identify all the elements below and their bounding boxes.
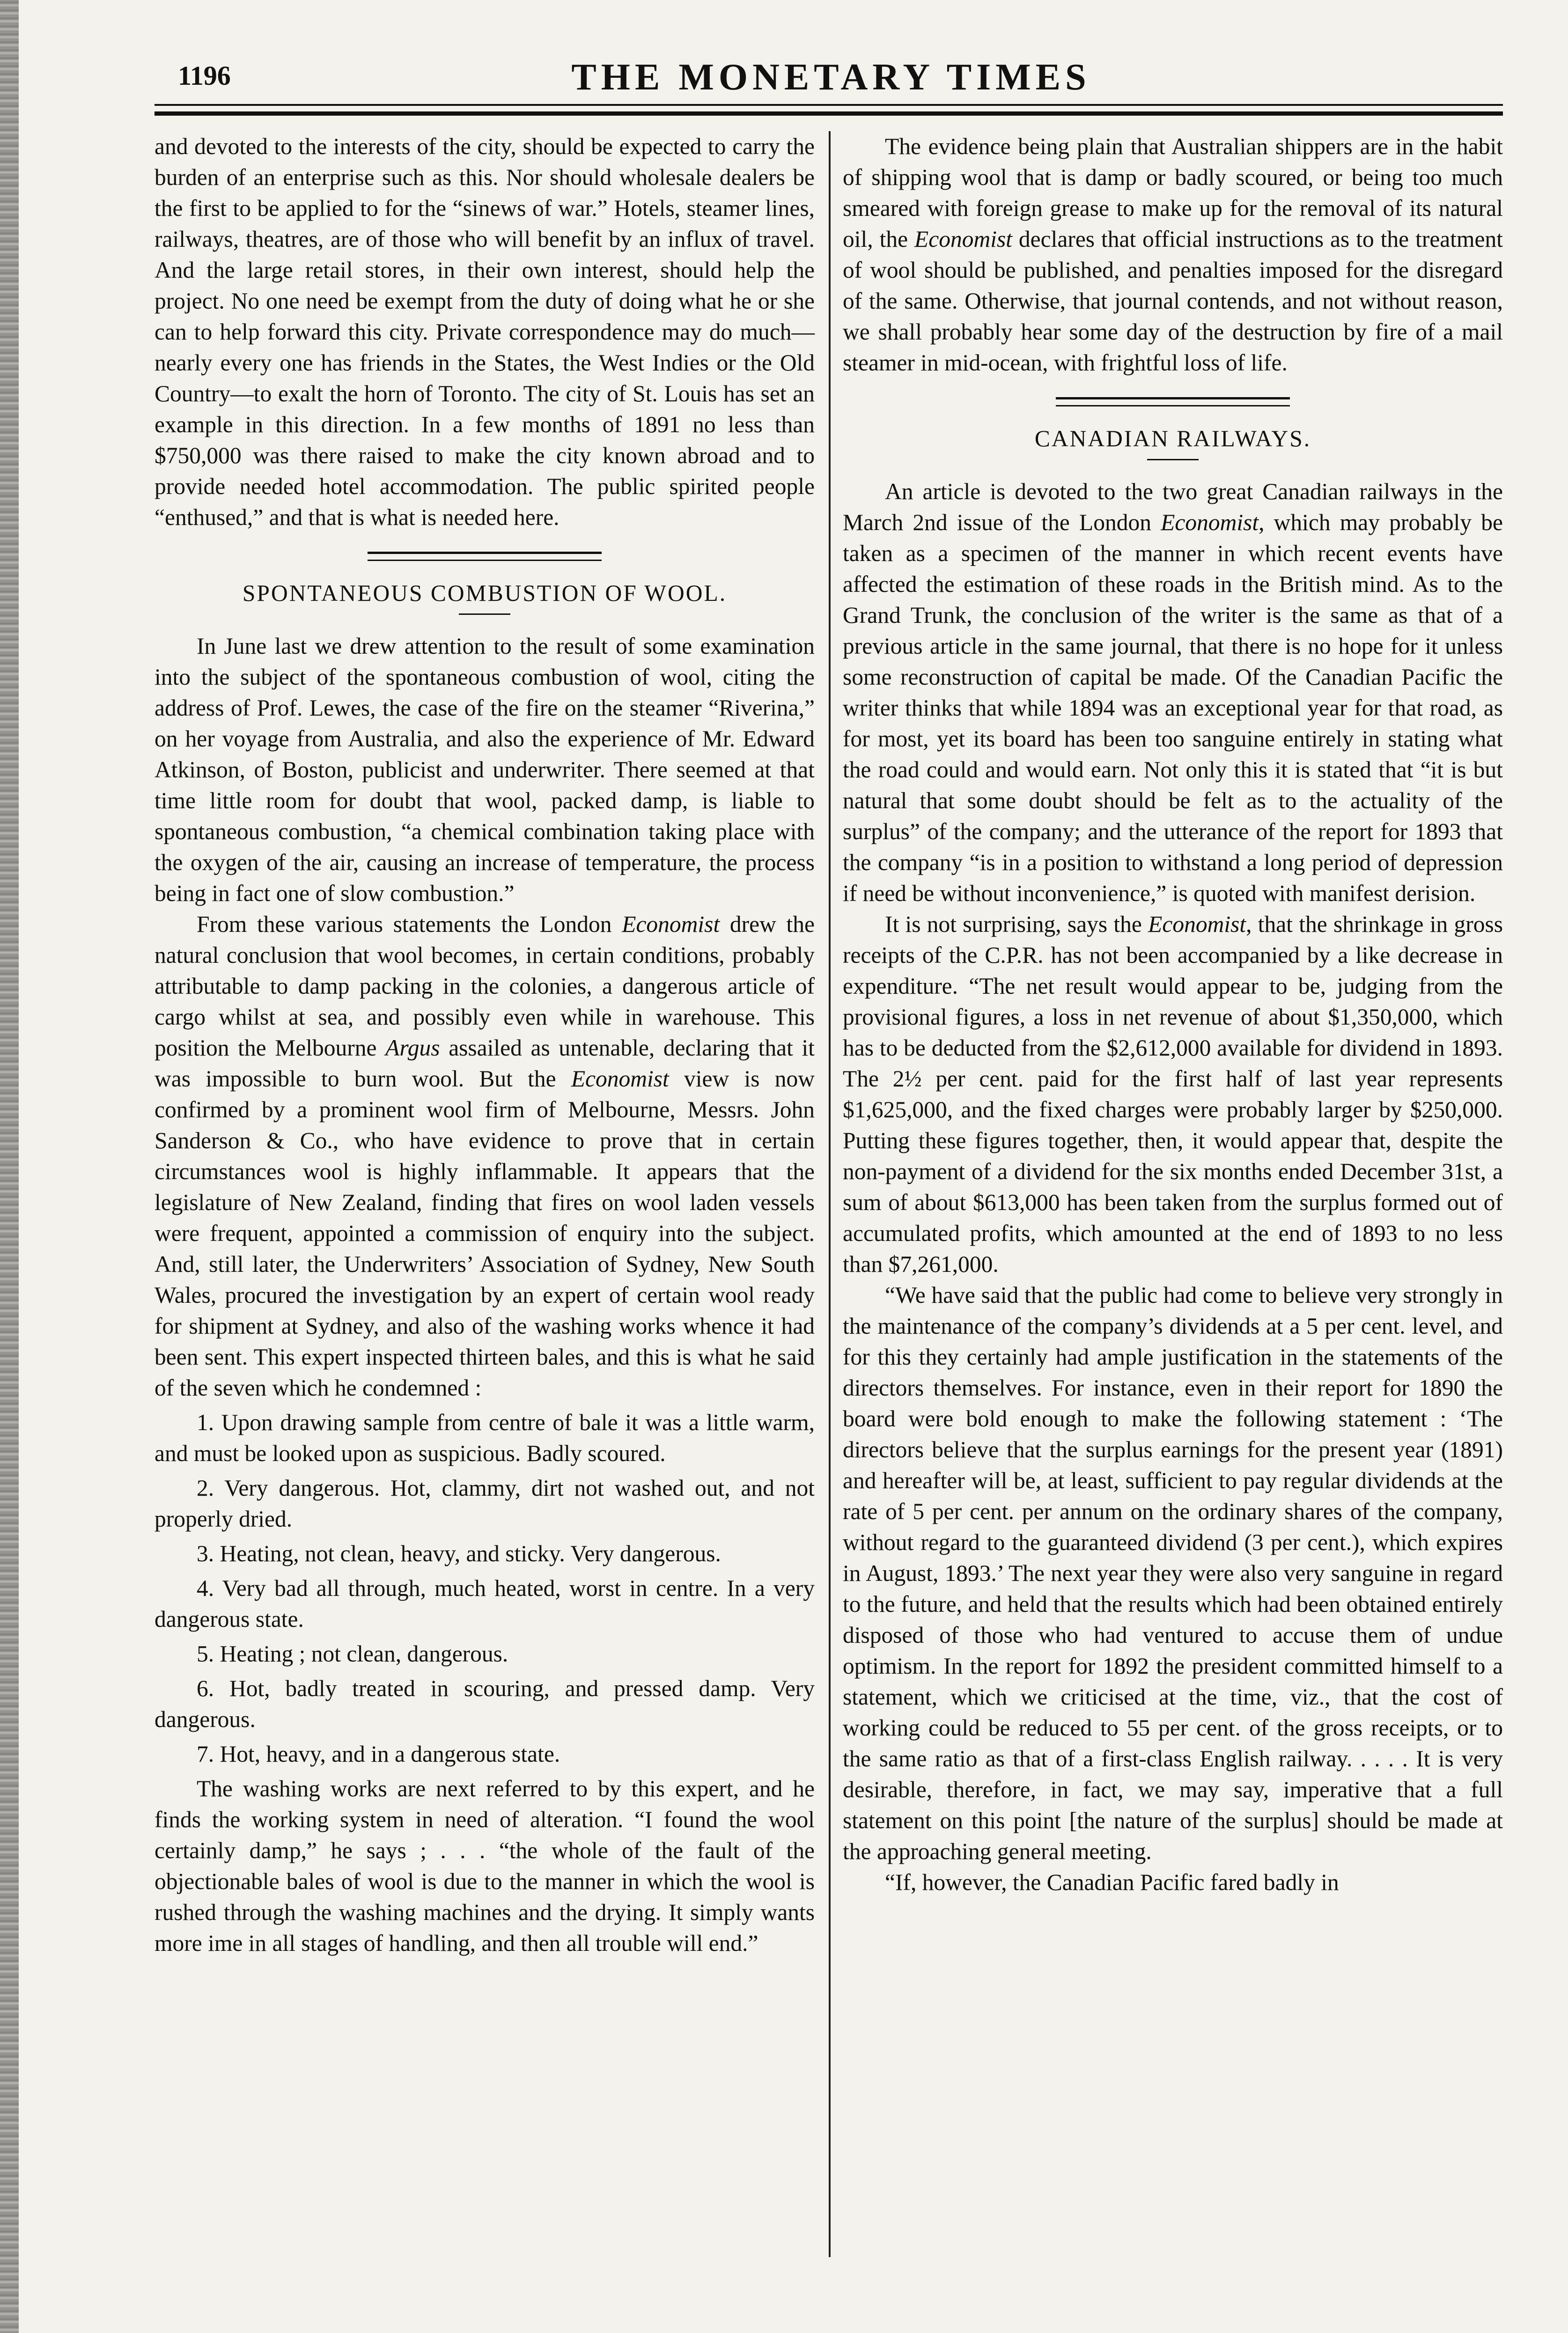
section-separator bbox=[368, 552, 602, 561]
railways-paragraph-3: “We have said that the public had come to believe very strongly in the maintenance of the company’s dividends at a 5 per cent. level, and for this they certainly had ample justification in the statements of the directors themselves. For instance, even in their report for 1890 the board were bold enough to make the following statement : ‘The directors believe that the surplus earnings for the present year (1891) and hereafter will be, at least, sufficient to pay regular dividends at the rate of 5 per cent. per annum on the ordinary shares of the company, without regard to the guaranteed dividend (3 per cent.), which expires in August, 1893.’ The next year they were also very sanguine in regard to the future, and held that the results which had been obtained entirely disposed of those who had ventured to accuse them of undue optimism. In the report for 1892 the president committed himself to a statement, which we criticised at the time, viz., that the cost of working could be reduced to 55 per cent. of the gross receipts, or to the same ratio as that of a first-class English railway. . . . . It is very desirable, therefore, in fact, we may say, imperative that a full statement on this point [the nature of the surplus] should be made at the approaching general meeting. bbox=[843, 1282, 1503, 1864]
list-item: 3. Heating, not clean, heavy, and sticky. Very dangerous. bbox=[197, 1541, 721, 1566]
heading-rule bbox=[459, 613, 510, 615]
section-separator bbox=[1056, 397, 1290, 406]
header-rule-thick bbox=[155, 111, 1503, 116]
heading-rule bbox=[1147, 459, 1199, 460]
wool-paragraph-2: From these various statements the London Economist drew the natural conclusion that wool becomes, in certain conditions, probably attributable to damp packing in the colonies, a dangerous article of cargo whilst at sea, and possibly even while in warehouse. This position the Melbourne Argus assailed as untenable, declaring that it was impossible to burn wool. But the Economist view is now confirmed by a prominent wool firm of Melbourne, Messrs. John Sanderson & Co., who have evidence to prove that in certain circumstances wool is highly inflammable. It appears that the legislature of New Zealand, finding that fires on wool laden vessels were frequent, appointed a commission of enquiry into the subject. And, still later, the Underwriters’ Association of Sydney, New South Wales, procured the investigation by an expert of certain wool ready for shipment at Sydney, and also of the washing works whence it had been sent. This expert inspected thirteen bales, and this is what he said of the seven which he condemned : bbox=[155, 911, 815, 1401]
masthead: THE MONETARY TIMES bbox=[571, 57, 1091, 98]
railways-paragraph-1: An article is devoted to the two great Canadian railways in the March 2nd issue of the London Economist, which may probably be taken as a specimen of the manner in which recent events have affected the estimation of these roads in the British mind. As to the Grand Trunk, the conclusion of the writer is the same as that of a previous article in the same journal, that there is no hope for it unless some reconstruction of capital be made. Of the Canadian Pacific the writer thinks that while 1894 was an exceptional year for that road, as for most, yet its board has been too sanguine entirely in stating what the road could and would earn. Not only this it is stated that “it is but natural that some doubt should be felt as to the actuality of the surplus” of the company; and the utterance of the report for 1893 that the company “is in a position to withstand a long period of depression if need be without inconvenience,” is quoted with manifest derision. bbox=[843, 479, 1503, 906]
railways-paragraph-4: “If, however, the Canadian Pacific fared badly in bbox=[885, 1869, 1339, 1895]
left-column bbox=[155, 131, 815, 1959]
list-item: 1. Upon drawing sample from centre of bale it was a little warm, and must be looked upon as suspicious. Badly scoured. bbox=[155, 1410, 815, 1466]
city-paragraph: and devoted to the interests of the city, should be expected to carry the burden of an enterprise such as this. Nor should wholesale dealers be the first to be applied to for the “sinews of war.” Hotels, steamer lines, railways, theatres, are of those who will benefit by an influx of travel. And the large retail stores, in their own interest, should help the project. No one need be exempt from the duty of doing what he or she can to help forward this city. Private correspondence may do much—nearly every one has friends in the States, the West Indies or the Old Country—to exalt the horn of Toronto. The city of St. Louis has set an example in this direction. In a few months of 1891 no less than $750,000 was there raised to make the city known abroad and to provide needed hotel accommodation. The public spirited people “enthused,” and that is what is needed here. bbox=[155, 133, 815, 530]
list-item: 4. Very bad all through, much heated, worst in centre. In a very dangerous state. bbox=[155, 1575, 815, 1632]
railways-paragraph-2: It is not surprising, says the Economist, that the shrinkage in gross receipts of the C.P.R. has not been accompanied by a like decrease in expenditure. “The net result would appear to be, judging from the provisional figures, a loss in net revenue of about $1,350,000, which has to be deducted from the $2,612,000 available for dividend in 1893. The 2½ per cent. paid for the first half of last year represents $1,625,000, and the fixed charges were probably larger by $250,000. Putting these figures together, then, it would appear that, despite the non-payment of a dividend for the six months ended December 31st, a sum of about $613,000 has been taken from the surplus formed out of accumulated profits, which amounted at the end of 1893 to no less than $7,261,000. bbox=[843, 911, 1503, 1277]
list-item: 7. Hot, heavy, and in a dangerous state. bbox=[197, 1741, 560, 1767]
washing-works-paragraph: The washing works are next referred to by this expert, and he finds the working system in need of alteration. “I found the wool certainly damp,” he says ; . . . “the whole of the fault of the objectionable bales of wool is due to the manner in which the wool is rushed through the washing machines and the drying. It simply wants more ime in all stages of handling, and then all trouble will end.” bbox=[155, 1776, 815, 1956]
page-header bbox=[140, 56, 1522, 103]
list-item: 5. Heating ; not clean, dangerous. bbox=[197, 1641, 508, 1667]
list-item: 2. Very dangerous. Hot, clammy, dirt not washed out, and not properly dried. bbox=[155, 1475, 815, 1532]
railways-heading: CANADIAN RAILWAYS. bbox=[1034, 426, 1311, 451]
header-rule-thin bbox=[155, 104, 1503, 106]
wool-paragraph-1: In June last we drew attention to the result of some examination into the subject of the spontaneous combustion of wool, citing the address of Prof. Lewes, the case of the fire on the steamer “Riverina,” on her voyage from Australia, and also the experience of Mr. Edward Atkinson, of Boston, publicist and underwriter. There seemed at that time little room for doubt that wool, packed damp, is liable to spontaneous combustion, “a chemical combination taking place with the oxygen of the air, causing an increase of temperature, the process being in fact one of slow combustion.” bbox=[155, 633, 815, 906]
page-number: 1196 bbox=[178, 60, 231, 91]
wool-heading: SPONTANEOUS COMBUSTION OF WOOL. bbox=[242, 580, 727, 606]
right-column bbox=[843, 131, 1503, 1898]
list-item: 6. Hot, badly treated in scouring, and pressed damp. Very dangerous. bbox=[155, 1676, 815, 1732]
column-divider bbox=[829, 131, 831, 2257]
evidence-paragraph: The evidence being plain that Australian shippers are in the habit of shipping wool that is damp or badly scoured, or being too much smeared with foreign grease to make up for the removal of its natural oil, the Economist declares that official instructions as to the treatment of wool should be published, and penalties imposed for the disregard of the same. Otherwise, that journal contends, and not without reason, we shall probably hear some day of the destruction by fire of a mail steamer in mid-ocean, with frightful loss of life. bbox=[843, 133, 1503, 376]
binding-edge bbox=[0, 0, 19, 2333]
